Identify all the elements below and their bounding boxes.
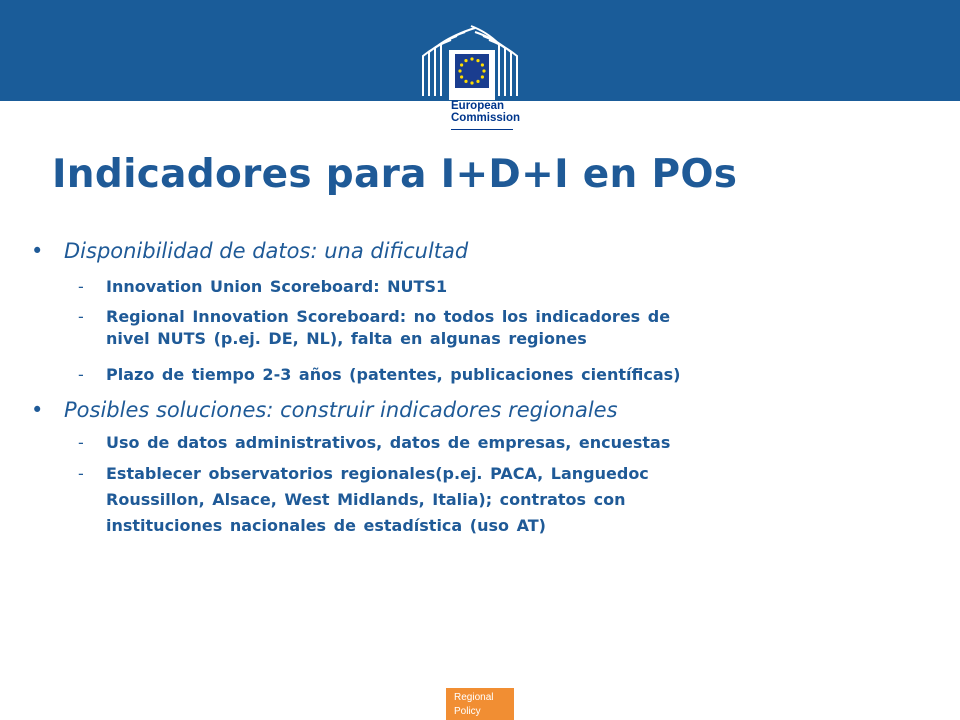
dash-marker: - xyxy=(78,433,84,452)
subitem-2-1-line-1: Uso de datos administrativos, datos de empresas, encuestas xyxy=(106,433,671,452)
bullet-2-text: Posibles soluciones: construir indicadores regionales xyxy=(64,398,618,422)
logo-line-2: Commission xyxy=(451,112,521,124)
regional-policy-badge xyxy=(446,688,514,720)
logo-wordmark xyxy=(451,100,520,124)
bullet-dot: • xyxy=(31,239,44,263)
bullet-1-text: Disponibilidad de datos: una dificultad xyxy=(64,239,469,263)
subitem-2-2-line-2: Roussillon, Alsace, West Midlands, Italia); contratos con xyxy=(106,490,626,509)
subitem-2-2-line-3: instituciones nacionales de estadística (uso AT) xyxy=(106,516,546,535)
subitem-1-2-line-2: nivel NUTS (p.ej. DE, NL), falta en algunas regiones xyxy=(106,329,587,348)
dash-marker: - xyxy=(78,307,84,326)
footer-line-2: Policy xyxy=(454,706,481,717)
subitem-1-2-line-1: Regional Innovation Scoreboard: no todos los indicadores de xyxy=(106,307,671,326)
logo-line-1: European xyxy=(451,100,505,112)
dash-marker: - xyxy=(78,277,84,296)
slide-title: Indicadores para I+D+I en POs xyxy=(52,152,738,197)
subitem-1-1-line-1: Innovation Union Scoreboard: NUTS1 xyxy=(106,277,448,296)
subitem-2-2-line-1: Establecer observatorios regionales(p.ej. PACA, Languedoc xyxy=(106,464,649,483)
subitem-1-3-line-1: Plazo de tiempo 2-3 años (patentes, publicaciones científicas) xyxy=(106,365,681,384)
berlaymont-building-icon xyxy=(415,10,525,100)
logo-underline xyxy=(451,129,513,130)
footer-line-1: Regional xyxy=(454,692,494,703)
bullet-dot: • xyxy=(31,398,44,422)
dash-marker: - xyxy=(78,464,84,483)
european-commission-logo xyxy=(415,10,525,132)
dash-marker: - xyxy=(78,365,84,384)
